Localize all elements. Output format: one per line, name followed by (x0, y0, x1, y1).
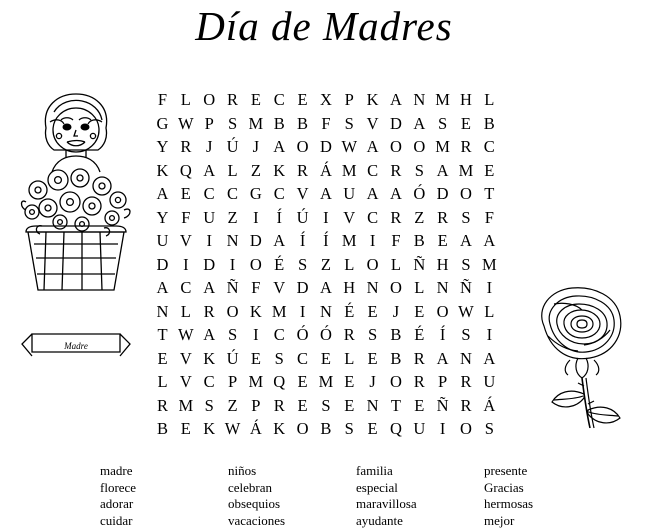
grid-cell: O (460, 419, 472, 438)
grid-cell: O (460, 184, 472, 203)
grid-cell: A (366, 137, 379, 156)
grid-cell: E (437, 231, 448, 250)
grid-cell: S (344, 113, 354, 133)
grid-cell: F (181, 207, 191, 227)
grid-cell: L (484, 301, 495, 321)
grid-cell: K (273, 160, 286, 180)
word-list-item: vacaciones (228, 512, 286, 528)
grid-cell: C (273, 184, 285, 203)
grid-cell: S (461, 207, 471, 227)
grid-cell: V (343, 207, 356, 227)
grid-cell: G (249, 184, 262, 203)
grid-cell: S (227, 113, 238, 133)
grid-cell: Ñ (460, 278, 472, 297)
grid-cell: M (248, 113, 264, 133)
grid-cell: E (250, 90, 261, 109)
grid-cell: S (414, 160, 424, 180)
grid-cell: É (344, 301, 355, 321)
grid-cell: T (157, 325, 168, 344)
grid-cell: L (484, 90, 495, 109)
word-list-item: maravillosa (356, 496, 417, 511)
grid-cell: E (297, 395, 308, 415)
grid-cell: A (436, 348, 449, 368)
grid-cell: D (156, 254, 169, 274)
grid-cell: B (483, 113, 495, 133)
grid-cell: D (249, 231, 262, 250)
grid-cell: E (367, 419, 378, 438)
grid-cell: E (367, 348, 378, 368)
grid-row (152, 276, 500, 300)
grid-cell: I (439, 419, 446, 438)
grid-cell: D (203, 254, 216, 274)
grid-row (152, 394, 500, 418)
grid-cell: U (343, 184, 356, 203)
grid-cell: Y (156, 207, 169, 227)
grid-cell: X (319, 90, 332, 109)
grid-cell: O (203, 90, 216, 109)
grid-cell: E (180, 184, 191, 203)
grid-cell: G (156, 113, 169, 133)
grid-cell: C (483, 137, 495, 156)
grid-cell: W (178, 113, 194, 133)
grid-cell: Ñ (226, 278, 239, 297)
grid-cell: L (180, 301, 191, 321)
grid-cell: E (414, 395, 425, 415)
grid-cell: U (413, 419, 426, 438)
grid-cell: C (367, 207, 379, 227)
word-list-item: cuidar (100, 512, 133, 528)
grid-cell: Ñ (413, 254, 426, 274)
grid-cell: U (203, 207, 216, 227)
grid-cell: Á (319, 160, 332, 180)
grid-cell: Ó (319, 325, 332, 344)
grid-cell: P (204, 113, 214, 133)
word-list-item: hermosas (484, 496, 534, 511)
grid-cell: F (321, 113, 331, 133)
grid-cell: I (253, 207, 259, 227)
grid-cell: Z (227, 207, 238, 227)
grid-cell: S (274, 348, 284, 368)
grid-cell: Y (156, 137, 169, 156)
grid-cell: C (180, 278, 192, 297)
grid-cell: I (206, 231, 212, 250)
grid-cell: O (249, 254, 262, 274)
grid-cell: Ú (226, 348, 239, 368)
grid-cell: J (252, 137, 260, 156)
grid-cell: L (180, 90, 191, 109)
grid-cell: K (203, 348, 216, 368)
grid-cell: Í (299, 231, 306, 250)
grid-cell: V (179, 372, 192, 391)
grid-cell: D (436, 184, 449, 203)
word-list-column (484, 463, 612, 529)
grid-cell: N (366, 278, 379, 297)
grid-cell: P (344, 90, 354, 109)
grid-cell: I (486, 278, 493, 297)
word-list-item: celebran (228, 479, 273, 495)
grid-cell: C (203, 184, 215, 203)
grid-cell: M (341, 160, 357, 180)
grid-cell: F (391, 231, 401, 250)
grid-cell: E (250, 348, 261, 368)
grid-cell: F (484, 207, 494, 227)
grid-cell: R (227, 90, 239, 109)
grid-cell: Í (439, 325, 446, 344)
grid-cell: A (483, 231, 496, 250)
word-list-item: mejor (484, 512, 515, 528)
grid-cell: A (273, 231, 286, 250)
grid-cell: J (392, 301, 400, 321)
word-list-item: familia (356, 463, 393, 478)
grid-cell: P (251, 395, 261, 415)
grid-cell: Q (273, 372, 286, 391)
grid-cell: I (253, 325, 259, 344)
grid-cell: N (436, 278, 449, 297)
grid-cell: E (367, 301, 378, 321)
grid-cell: Ñ (436, 395, 449, 415)
grid-cell: T (484, 184, 495, 203)
grid-cell: H (436, 254, 449, 274)
word-list-item: obsequios (228, 496, 280, 511)
word-list-item: presente (484, 463, 528, 478)
grid-cell: A (203, 278, 216, 297)
word-list-item: madre (100, 463, 133, 478)
grid-cell: R (437, 207, 449, 227)
grid-cell: R (343, 325, 355, 344)
grid-cell: É (414, 325, 425, 344)
grid-cell: L (390, 254, 401, 274)
grid-cell: O (436, 301, 449, 321)
grid-cell: E (157, 348, 168, 368)
grid-cell: U (483, 372, 496, 391)
grid-cell: O (413, 137, 426, 156)
grid-cell: C (297, 348, 309, 368)
grid-cell: L (227, 160, 238, 180)
grid-cell: R (413, 372, 425, 391)
grid-cell: V (179, 348, 192, 368)
grid-cell: A (203, 325, 216, 344)
grid-cell: D (296, 278, 309, 297)
grid-cell: R (390, 207, 402, 227)
grid-cell: E (320, 348, 331, 368)
grid-cell: S (321, 395, 331, 415)
grid-cell: Á (249, 419, 262, 438)
grid-row (152, 159, 500, 183)
grid-cell: O (226, 301, 239, 321)
grid-cell: C (227, 184, 239, 203)
grid-cell: S (297, 254, 308, 274)
grid-row (152, 253, 500, 277)
grid-cell: C (367, 160, 379, 180)
grid-cell: A (156, 278, 169, 297)
grid-cell: S (438, 113, 448, 133)
rose-illustration (524, 282, 642, 432)
grid-cell: I (369, 231, 376, 250)
grid-cell: Ó (296, 325, 309, 344)
grid-cell: C (273, 325, 285, 344)
grid-cell: R (413, 348, 425, 368)
grid-cell: N (319, 301, 332, 321)
grid-cell: P (227, 372, 238, 391)
grid-cell: N (413, 90, 426, 109)
grid-cell: E (484, 160, 495, 180)
grid-cell: D (389, 113, 402, 133)
grid-cell: Ó (413, 184, 426, 203)
grid-cell: W (178, 325, 194, 344)
grid-cell: V (179, 231, 192, 250)
basket-ribbon-label: Madre (64, 341, 88, 351)
word-list-item: adorar (100, 496, 134, 511)
grid-cell: T (390, 395, 401, 415)
grid-cell: O (366, 254, 379, 274)
word-list-column (228, 463, 356, 529)
grid-cell: S (227, 325, 238, 344)
grid-cell: S (204, 395, 214, 415)
grid-row (152, 112, 500, 136)
grid-cell: Q (389, 419, 402, 438)
grid-cell: A (389, 90, 402, 109)
grid-cell: A (413, 113, 426, 133)
grid-cell: E (460, 113, 472, 133)
grid-cell: K (156, 160, 169, 180)
grid-cell: B (156, 419, 168, 438)
grid-cell: B (273, 113, 285, 133)
grid-cell: I (486, 325, 493, 344)
word-list-column (100, 463, 228, 529)
grid-cell: É (274, 254, 285, 274)
grid-cell: S (344, 419, 354, 438)
grid-cell: N (460, 348, 472, 368)
grid-cell: W (458, 301, 474, 321)
grid-cell: M (178, 395, 194, 415)
grid-cell: M (435, 90, 450, 109)
grid-cell: E (297, 90, 308, 109)
grid-cell: M (435, 137, 450, 156)
grid-cell: M (341, 231, 357, 250)
grid-cell: A (366, 184, 379, 203)
grid-cell: W (224, 419, 241, 438)
grid-cell: R (297, 160, 309, 180)
grid-cell: H (460, 90, 472, 109)
grid-cell: Í (323, 231, 329, 250)
grid-cell: L (157, 372, 168, 391)
grid-cell: O (296, 419, 309, 438)
grid-cell: S (368, 325, 378, 344)
grid-cell: R (273, 395, 285, 415)
grid-cell: V (296, 184, 309, 203)
grid-cell: O (389, 372, 402, 391)
grid-cell: B (390, 325, 402, 344)
word-list (100, 463, 640, 529)
grid-cell: K (273, 419, 286, 438)
grid-cell: Z (320, 254, 331, 274)
grid-cell: U (156, 231, 169, 250)
page-title: Día de Madres (195, 3, 453, 49)
grid-cell: L (344, 254, 355, 274)
grid-cell: I (323, 207, 329, 227)
grid-cell: A (460, 231, 472, 250)
grid-row (152, 229, 500, 253)
grid-cell: J (205, 137, 213, 156)
grid-cell: P (438, 372, 448, 391)
flower-basket-illustration (12, 86, 140, 351)
grid-cell: L (344, 348, 355, 368)
grid-cell: M (318, 372, 334, 391)
word-list-column (356, 463, 484, 529)
grid-cell: A (319, 278, 332, 297)
grid-cell: A (436, 160, 449, 180)
word-search-grid (152, 88, 500, 441)
grid-cell: O (389, 278, 402, 297)
grid-cell: C (203, 372, 215, 391)
grid-cell: E (344, 395, 355, 415)
grid-cell: D (319, 137, 332, 156)
grid-cell: M (248, 372, 264, 391)
grid-cell: A (203, 160, 216, 180)
grid-cell: N (226, 231, 239, 250)
grid-row (152, 323, 500, 347)
grid-cell: O (296, 137, 309, 156)
grid-cell: R (460, 137, 472, 156)
grid-cell: B (297, 113, 309, 133)
grid-cell: Z (250, 160, 261, 180)
grid-cell: I (299, 301, 306, 321)
grid-row (152, 347, 500, 371)
grid-row (152, 370, 500, 394)
grid-cell: B (390, 348, 402, 368)
grid-cell: S (484, 419, 494, 438)
grid-cell: A (483, 348, 496, 368)
grid-cell: N (156, 301, 169, 321)
grid-cell: A (273, 137, 286, 156)
grid-cell: H (343, 278, 356, 297)
grid-row (152, 206, 500, 230)
grid-cell: Í (276, 207, 282, 227)
grid-cell: R (203, 301, 215, 321)
grid-cell: Q (179, 160, 192, 180)
grid-cell: Ú (296, 207, 309, 227)
grid-cell: K (249, 301, 262, 321)
word-list-item: florece (100, 479, 137, 495)
grid-cell: N (366, 395, 379, 415)
grid-cell: V (366, 113, 379, 133)
grid-cell: E (414, 301, 425, 321)
grid-cell: W (341, 137, 358, 156)
grid-cell: M (271, 301, 287, 321)
grid-cell: E (297, 372, 308, 391)
grid-cell: A (156, 184, 169, 203)
grid-cell: F (251, 278, 261, 297)
grid-cell: V (273, 278, 286, 297)
word-list-item: ayudante (356, 512, 403, 528)
grid-cell: R (156, 395, 168, 415)
grid-cell: Á (483, 395, 496, 415)
grid-cell: M (481, 254, 497, 274)
grid-cell: I (229, 254, 236, 274)
grid-cell: R (460, 395, 472, 415)
grid-cell: F (157, 90, 168, 109)
grid-cell: Z (414, 207, 425, 227)
grid-cell: C (273, 90, 285, 109)
grid-cell: R (460, 372, 472, 391)
grid-cell: B (413, 231, 425, 250)
grid-cell: R (180, 137, 192, 156)
grid-row (152, 182, 500, 206)
word-list-item: niños (228, 463, 257, 478)
grid-cell: E (344, 372, 355, 391)
grid-cell: M (458, 160, 474, 180)
grid-cell: S (461, 254, 471, 274)
grid-cell: S (461, 325, 471, 344)
word-list-item: especial (356, 479, 398, 495)
grid-cell: A (319, 184, 332, 203)
grid-cell: L (414, 278, 425, 297)
grid-cell: Ú (226, 137, 239, 156)
grid-row (152, 135, 500, 159)
grid-cell: Z (227, 395, 238, 415)
grid-cell: B (320, 419, 332, 438)
grid-cell: R (390, 160, 402, 180)
grid-cell: J (369, 372, 376, 391)
grid-row (152, 300, 500, 324)
grid-cell: E (180, 419, 191, 438)
grid-row (152, 88, 500, 112)
grid-cell: O (389, 137, 402, 156)
grid-row (152, 417, 500, 441)
grid-cell: K (203, 419, 216, 438)
grid-cell: K (366, 90, 379, 109)
word-list-item: Gracias (484, 479, 524, 495)
grid-cell: I (183, 254, 189, 274)
grid-cell: A (389, 184, 402, 203)
